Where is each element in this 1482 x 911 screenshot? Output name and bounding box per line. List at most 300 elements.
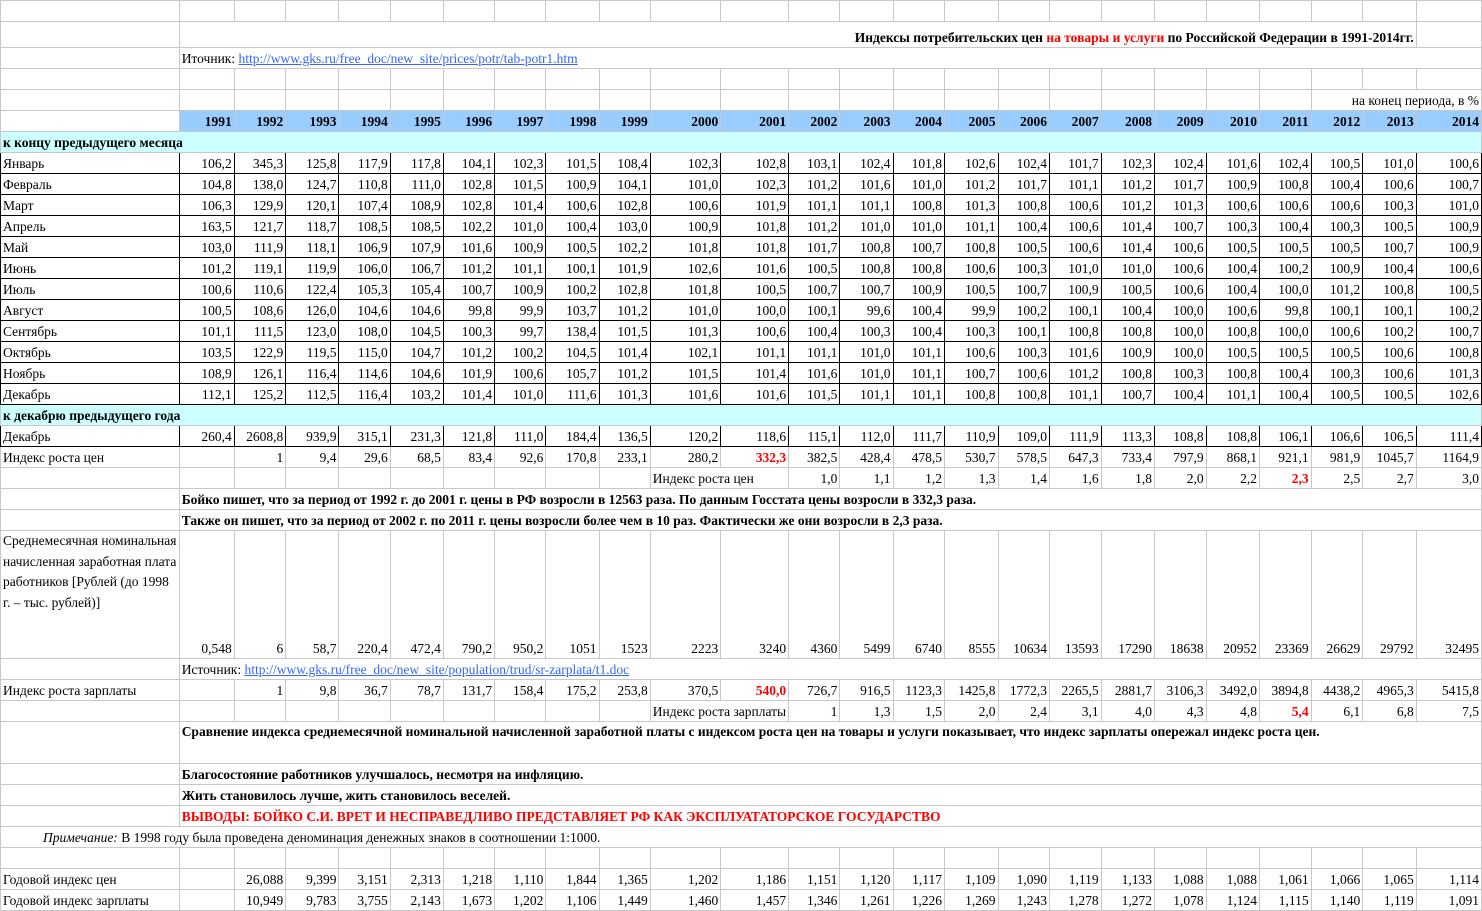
empty-cell[interactable] — [390, 848, 443, 869]
month-value[interactable]: 101,4 — [721, 363, 789, 384]
month-value[interactable]: 101,2 — [179, 258, 234, 279]
empty-cell[interactable] — [721, 848, 789, 869]
dec_year-value[interactable]: 108,8 — [1206, 426, 1259, 447]
month-value[interactable]: 100,2 — [998, 300, 1050, 321]
month-value[interactable]: 101,0 — [840, 363, 893, 384]
month-value[interactable]: 124,7 — [286, 174, 339, 195]
month-value[interactable]: 100,5 — [721, 279, 789, 300]
month-value[interactable]: 117,8 — [390, 153, 443, 174]
month-value[interactable]: 101,6 — [443, 237, 494, 258]
salary-label[interactable]: Среднемесячная номинальная начисленная заработная плата работников [Рублей (до 1998 г. – тыс. рублей)] — [1, 531, 180, 659]
salary-index2-value[interactable]: 1,5 — [893, 701, 945, 722]
empty-cell[interactable] — [1416, 69, 1481, 90]
month-value[interactable]: 100,9 — [1416, 216, 1481, 237]
month-value[interactable]: 100,0 — [1155, 342, 1207, 363]
month-value[interactable]: 100,5 — [179, 300, 234, 321]
empty-cell[interactable] — [650, 848, 720, 869]
salary-index2-label[interactable]: Индекс роста зарплаты — [650, 701, 788, 722]
empty-cell[interactable] — [1311, 848, 1363, 869]
month-value[interactable]: 100,4 — [893, 321, 945, 342]
month-value[interactable]: 100,6 — [1050, 216, 1102, 237]
price-index2-value[interactable]: 2,5 — [1311, 468, 1363, 489]
annual_price-value[interactable]: 1,120 — [840, 869, 893, 890]
month-value[interactable]: 102,2 — [443, 216, 494, 237]
month-value[interactable]: 108,5 — [390, 216, 443, 237]
annual_price-value[interactable]: 1,088 — [1155, 869, 1207, 890]
month-value[interactable]: 100,9 — [1311, 258, 1363, 279]
empty-cell[interactable] — [443, 468, 494, 489]
year-header[interactable]: 1999 — [599, 111, 650, 132]
month-value[interactable]: 104,6 — [390, 363, 443, 384]
dec_year-value[interactable]: 136,5 — [599, 426, 650, 447]
month-value[interactable]: 106,0 — [339, 258, 390, 279]
month-value[interactable]: 100,6 — [650, 195, 720, 216]
annual_price-value[interactable]: 1,365 — [599, 869, 650, 890]
month-value[interactable]: 101,5 — [495, 174, 546, 195]
salary_index-value[interactable]: 1425,8 — [945, 680, 998, 701]
salary_index-value[interactable]: 2265,5 — [1050, 680, 1102, 701]
month-value[interactable]: 100,8 — [1206, 321, 1259, 342]
year-header[interactable]: 2010 — [1206, 111, 1259, 132]
month-value[interactable]: 101,2 — [945, 174, 998, 195]
empty-cell[interactable] — [234, 69, 286, 90]
price_index-value[interactable]: 280,2 — [650, 447, 720, 468]
annual_price-value[interactable]: 1,218 — [443, 869, 494, 890]
year-header[interactable]: 2003 — [840, 111, 893, 132]
month-value[interactable]: 100,3 — [1155, 363, 1207, 384]
salary-value[interactable]: 950,2 — [495, 531, 546, 659]
annual_price-value[interactable]: 1,088 — [1206, 869, 1259, 890]
price_index-value[interactable]: 530,7 — [945, 447, 998, 468]
month-value[interactable]: 99,9 — [945, 300, 998, 321]
month-value[interactable]: 123,0 — [286, 321, 339, 342]
empty-cell[interactable] — [495, 848, 546, 869]
month-value[interactable]: 111,5 — [234, 321, 286, 342]
annual_salary-value[interactable] — [179, 890, 234, 911]
month-value[interactable]: 103,5 — [179, 342, 234, 363]
month-value[interactable]: 101,5 — [650, 363, 720, 384]
month-value[interactable]: 100,7 — [998, 279, 1050, 300]
salary-index2-value[interactable]: 3,1 — [1050, 701, 1102, 722]
section-month[interactable]: к концу предыдущего месяца — [1, 132, 1482, 153]
price_index-value[interactable]: 478,5 — [893, 447, 945, 468]
empty-cell[interactable] — [1363, 69, 1417, 90]
empty-cell[interactable] — [893, 1, 945, 22]
salary_index-value[interactable] — [179, 680, 234, 701]
annual_price-value[interactable]: 1,114 — [1416, 869, 1481, 890]
month-value[interactable]: 101,1 — [945, 216, 998, 237]
salary-value[interactable]: 20952 — [1206, 531, 1259, 659]
salary_index-value[interactable]: 3894,8 — [1260, 680, 1312, 701]
price_index-label[interactable]: Индекс роста цен — [1, 447, 180, 468]
month-label[interactable]: Сентябрь — [1, 321, 180, 342]
dec_year-value[interactable]: 260,4 — [179, 426, 234, 447]
month-value[interactable]: 100,1 — [1363, 300, 1417, 321]
month-value[interactable]: 119,5 — [286, 342, 339, 363]
year-header[interactable]: 2007 — [1050, 111, 1102, 132]
month-value[interactable]: 100,9 — [893, 279, 945, 300]
empty-cell[interactable] — [390, 1, 443, 22]
empty-cell[interactable] — [339, 468, 390, 489]
month-value[interactable]: 100,3 — [945, 321, 998, 342]
month-value[interactable]: 100,1 — [998, 321, 1050, 342]
empty-cell[interactable] — [1, 764, 180, 785]
annual_price-value[interactable]: 1,202 — [650, 869, 720, 890]
salary-value[interactable]: 32495 — [1416, 531, 1481, 659]
annual_salary-value[interactable]: 3,755 — [339, 890, 390, 911]
salary-value[interactable]: 6740 — [893, 531, 945, 659]
month-value[interactable]: 101,0 — [840, 342, 893, 363]
month-value[interactable]: 108,0 — [339, 321, 390, 342]
month-value[interactable]: 100,8 — [998, 195, 1050, 216]
month-value[interactable]: 100,9 — [495, 237, 546, 258]
year-header[interactable]: 1996 — [443, 111, 494, 132]
month-value[interactable]: 101,2 — [599, 300, 650, 321]
price_index-value[interactable]: 578,5 — [998, 447, 1050, 468]
empty-cell[interactable] — [945, 69, 998, 90]
empty-cell[interactable] — [495, 1, 546, 22]
month-value[interactable]: 100,4 — [998, 216, 1050, 237]
month-value[interactable]: 102,8 — [443, 195, 494, 216]
month-value[interactable]: 345,3 — [234, 153, 286, 174]
month-value[interactable]: 101,4 — [1101, 237, 1154, 258]
month-value[interactable]: 102,3 — [650, 153, 720, 174]
dec_year-value[interactable]: 106,1 — [1260, 426, 1312, 447]
month-value[interactable]: 101,7 — [789, 237, 840, 258]
empty-cell[interactable] — [1050, 90, 1102, 111]
year-header[interactable]: 1997 — [495, 111, 546, 132]
annual_salary-value[interactable]: 1,460 — [650, 890, 720, 911]
month-value[interactable]: 101,1 — [840, 384, 893, 405]
month-value[interactable]: 100,8 — [893, 195, 945, 216]
month-value[interactable]: 105,3 — [339, 279, 390, 300]
annual_salary-value[interactable]: 1,078 — [1155, 890, 1207, 911]
salary_index-value[interactable]: 131,7 — [443, 680, 494, 701]
month-value[interactable]: 100,5 — [1311, 342, 1363, 363]
month-value[interactable]: 100,9 — [1101, 342, 1154, 363]
empty-cell[interactable] — [1155, 90, 1207, 111]
empty-cell[interactable] — [1, 806, 180, 827]
empty-cell[interactable] — [1, 659, 180, 680]
empty-cell[interactable] — [1101, 848, 1154, 869]
annual_salary-value[interactable]: 1,226 — [893, 890, 945, 911]
empty-cell[interactable] — [390, 468, 443, 489]
month-label[interactable]: Декабрь — [1, 384, 180, 405]
month-value[interactable]: 100,8 — [1363, 279, 1417, 300]
month-value[interactable]: 101,0 — [893, 174, 945, 195]
price_index-value[interactable]: 170,8 — [546, 447, 599, 468]
month-value[interactable]: 101,0 — [1050, 258, 1102, 279]
month-value[interactable]: 103,0 — [179, 237, 234, 258]
month-value[interactable]: 108,6 — [234, 300, 286, 321]
empty-cell[interactable] — [179, 90, 234, 111]
empty-cell[interactable] — [286, 468, 339, 489]
month-value[interactable]: 100,7 — [1101, 384, 1154, 405]
salary_index-value[interactable]: 253,8 — [599, 680, 650, 701]
annual_salary-value[interactable]: 1,124 — [1206, 890, 1259, 911]
month-value[interactable]: 100,5 — [998, 237, 1050, 258]
source-cell[interactable] — [179, 48, 1481, 69]
price-index2-value[interactable]: 1,3 — [945, 468, 998, 489]
year-header[interactable]: 1995 — [390, 111, 443, 132]
month-value[interactable]: 100,6 — [1155, 258, 1207, 279]
month-value[interactable]: 102,4 — [998, 153, 1050, 174]
month-value[interactable]: 108,4 — [599, 153, 650, 174]
empty-cell[interactable] — [1260, 1, 1312, 22]
month-value[interactable]: 111,6 — [546, 384, 599, 405]
month-label[interactable]: Март — [1, 195, 180, 216]
month-value[interactable]: 100,6 — [495, 363, 546, 384]
note-5[interactable]: Жить становилось лучше, жить становилось веселей. — [179, 785, 1481, 806]
empty-cell[interactable] — [1050, 69, 1102, 90]
month-value[interactable]: 101,1 — [1050, 384, 1102, 405]
month-value[interactable]: 100,5 — [1206, 237, 1259, 258]
salary_index-value[interactable]: 540,0 — [721, 680, 789, 701]
month-value[interactable]: 100,6 — [546, 195, 599, 216]
price_index-value[interactable]: 1164,9 — [1416, 447, 1481, 468]
annual_price-value[interactable]: 3,151 — [339, 869, 390, 890]
empty-cell[interactable] — [998, 90, 1050, 111]
month-value[interactable]: 100,9 — [495, 279, 546, 300]
month-value[interactable]: 104,6 — [339, 300, 390, 321]
month-value[interactable]: 103,2 — [390, 384, 443, 405]
month-value[interactable]: 105,4 — [390, 279, 443, 300]
month-value[interactable]: 100,8 — [945, 384, 998, 405]
month-value[interactable]: 111,0 — [390, 174, 443, 195]
month-value[interactable]: 106,9 — [339, 237, 390, 258]
empty-cell[interactable] — [650, 90, 720, 111]
remark-cell[interactable] — [1, 827, 1482, 848]
empty-cell[interactable] — [286, 701, 339, 722]
salary_index-value[interactable]: 4438,2 — [1311, 680, 1363, 701]
month-value[interactable]: 100,3 — [998, 342, 1050, 363]
month-value[interactable]: 100,0 — [1155, 300, 1207, 321]
salary-index2-value[interactable]: 1 — [789, 701, 840, 722]
annual_salary-value[interactable]: 1,272 — [1101, 890, 1154, 911]
month-value[interactable]: 100,6 — [179, 279, 234, 300]
month-value[interactable]: 100,5 — [1416, 279, 1481, 300]
month-value[interactable]: 101,8 — [650, 237, 720, 258]
price_index-value[interactable]: 92,6 — [495, 447, 546, 468]
salary-index2-value[interactable]: 1,3 — [840, 701, 893, 722]
price-index2-value[interactable]: 1,8 — [1101, 468, 1154, 489]
month-value[interactable]: 126,0 — [286, 300, 339, 321]
empty-cell[interactable] — [234, 1, 286, 22]
source2-link[interactable]: http://www.gks.ru/free_doc/new_site/population/trud/sr-zarplata/t1.doc — [244, 662, 630, 677]
dec_year-value[interactable]: 112,0 — [840, 426, 893, 447]
empty-cell[interactable] — [1206, 1, 1259, 22]
empty-cell[interactable] — [721, 1, 789, 22]
empty-cell[interactable] — [840, 848, 893, 869]
month-value[interactable]: 99,8 — [443, 300, 494, 321]
month-value[interactable]: 100,5 — [1363, 384, 1417, 405]
price_index-value[interactable]: 647,3 — [1050, 447, 1102, 468]
empty-cell[interactable] — [1101, 1, 1154, 22]
month-value[interactable]: 101,5 — [546, 153, 599, 174]
month-value[interactable]: 101,1 — [893, 384, 945, 405]
month-value[interactable]: 116,4 — [339, 384, 390, 405]
year-header[interactable]: 2006 — [998, 111, 1050, 132]
empty-cell[interactable] — [495, 468, 546, 489]
month-value[interactable]: 101,9 — [599, 258, 650, 279]
empty-cell[interactable] — [721, 69, 789, 90]
empty-cell[interactable] — [546, 1, 599, 22]
empty-cell[interactable] — [390, 69, 443, 90]
month-value[interactable]: 100,0 — [721, 300, 789, 321]
month-value[interactable]: 100,4 — [1260, 363, 1312, 384]
empty-cell[interactable] — [495, 69, 546, 90]
dec_year-value[interactable]: 113,3 — [1101, 426, 1154, 447]
note-6[interactable]: ВЫВОДЫ: БОЙКО С.И. ВРЕТ И НЕСПРАВЕДЛИВО ПРЕДСТАВЛЯЕТ РФ КАК ЭКСПЛУАТАТОРСКОЕ ГОСУДАРСТВО — [179, 806, 1481, 827]
month-value[interactable]: 101,1 — [789, 342, 840, 363]
salary_index-value[interactable]: 3106,3 — [1155, 680, 1207, 701]
empty-cell[interactable] — [339, 848, 390, 869]
month-value[interactable]: 100,8 — [1260, 174, 1312, 195]
month-value[interactable]: 100,4 — [1363, 258, 1417, 279]
annual_salary-value[interactable]: 2,143 — [390, 890, 443, 911]
month-value[interactable]: 100,1 — [1050, 300, 1102, 321]
price_index-value[interactable]: 68,5 — [390, 447, 443, 468]
month-value[interactable]: 100,8 — [1101, 363, 1154, 384]
annual_salary-value[interactable]: 1,673 — [443, 890, 494, 911]
salary-index2-value[interactable]: 2,0 — [945, 701, 998, 722]
salary-value[interactable]: 0,548 — [179, 531, 234, 659]
salary-value[interactable]: 26629 — [1311, 531, 1363, 659]
month-value[interactable]: 101,1 — [1206, 384, 1259, 405]
month-value[interactable]: 101,1 — [893, 342, 945, 363]
month-label[interactable]: Август — [1, 300, 180, 321]
month-value[interactable]: 100,5 — [1260, 342, 1312, 363]
dec_year-value[interactable]: 939,9 — [286, 426, 339, 447]
month-value[interactable]: 99,6 — [840, 300, 893, 321]
dec_year-value[interactable]: 231,3 — [390, 426, 443, 447]
month-value[interactable]: 100,6 — [945, 342, 998, 363]
month-value[interactable]: 121,7 — [234, 216, 286, 237]
month-value[interactable]: 101,3 — [945, 195, 998, 216]
month-value[interactable]: 100,4 — [1260, 216, 1312, 237]
dec_year-value[interactable]: 118,6 — [721, 426, 789, 447]
empty-cell[interactable] — [599, 701, 650, 722]
month-value[interactable]: 100,0 — [1260, 321, 1312, 342]
month-value[interactable]: 102,4 — [1155, 153, 1207, 174]
month-value[interactable]: 101,4 — [443, 384, 494, 405]
empty-cell[interactable] — [339, 69, 390, 90]
salary-value[interactable]: 220,4 — [339, 531, 390, 659]
month-value[interactable]: 100,3 — [1311, 216, 1363, 237]
month-value[interactable]: 105,7 — [546, 363, 599, 384]
annual_price-value[interactable]: 1,061 — [1260, 869, 1312, 890]
month-value[interactable]: 101,0 — [893, 216, 945, 237]
year-header[interactable]: 1993 — [286, 111, 339, 132]
empty-cell[interactable] — [1260, 90, 1312, 111]
empty-cell[interactable] — [390, 90, 443, 111]
salary_index-value[interactable]: 4965,3 — [1363, 680, 1417, 701]
source2-cell[interactable] — [179, 659, 1481, 680]
month-value[interactable]: 101,1 — [1050, 174, 1102, 195]
month-value[interactable]: 100,6 — [1363, 174, 1417, 195]
annual_salary-value[interactable]: 1,119 — [1363, 890, 1417, 911]
empty-cell[interactable] — [1, 22, 180, 48]
empty-cell[interactable] — [1, 1, 180, 22]
month-value[interactable]: 108,9 — [179, 363, 234, 384]
month-value[interactable]: 101,2 — [1311, 279, 1363, 300]
empty-cell[interactable] — [945, 90, 998, 111]
salary-value[interactable]: 472,4 — [390, 531, 443, 659]
price_index-value[interactable]: 382,5 — [789, 447, 840, 468]
month-value[interactable]: 100,3 — [998, 258, 1050, 279]
salary-index2-value[interactable]: 4,0 — [1101, 701, 1154, 722]
month-value[interactable]: 106,2 — [179, 153, 234, 174]
month-value[interactable]: 100,7 — [1363, 237, 1417, 258]
month-value[interactable]: 100,6 — [1363, 363, 1417, 384]
month-value[interactable]: 102,6 — [650, 258, 720, 279]
empty-cell[interactable] — [1363, 1, 1417, 22]
salary_index-value[interactable]: 78,7 — [390, 680, 443, 701]
month-value[interactable]: 102,1 — [650, 342, 720, 363]
salary_index-value[interactable]: 2881,7 — [1101, 680, 1154, 701]
month-value[interactable]: 100,7 — [1155, 216, 1207, 237]
empty-cell[interactable] — [443, 69, 494, 90]
month-value[interactable]: 99,9 — [495, 300, 546, 321]
month-value[interactable]: 100,2 — [1363, 321, 1417, 342]
empty-cell[interactable] — [1, 111, 180, 132]
annual_price-value[interactable]: 1,090 — [998, 869, 1050, 890]
salary_index-value[interactable]: 726,7 — [789, 680, 840, 701]
annual_salary-value[interactable]: 1,269 — [945, 890, 998, 911]
year-header[interactable]: 1994 — [339, 111, 390, 132]
salary-value[interactable]: 4360 — [789, 531, 840, 659]
month-value[interactable]: 100,7 — [945, 363, 998, 384]
month-value[interactable]: 102,8 — [721, 153, 789, 174]
empty-cell[interactable] — [599, 848, 650, 869]
month-value[interactable]: 100,5 — [1363, 216, 1417, 237]
month-value[interactable]: 138,0 — [234, 174, 286, 195]
month-value[interactable]: 101,2 — [789, 174, 840, 195]
month-value[interactable]: 100,6 — [1311, 321, 1363, 342]
empty-cell[interactable] — [599, 69, 650, 90]
salary-value[interactable]: 17290 — [1101, 531, 1154, 659]
month-value[interactable]: 100,8 — [840, 237, 893, 258]
month-value[interactable]: 100,5 — [1101, 279, 1154, 300]
month-label[interactable]: Апрель — [1, 216, 180, 237]
price-index2-value[interactable]: 2,2 — [1206, 468, 1259, 489]
annual_price-label[interactable]: Годовой индекс цен — [1, 869, 180, 890]
salary_index-value[interactable]: 3492,0 — [1206, 680, 1259, 701]
month-value[interactable]: 101,1 — [495, 258, 546, 279]
month-value[interactable]: 104,8 — [179, 174, 234, 195]
empty-cell[interactable] — [339, 90, 390, 111]
month-value[interactable]: 119,1 — [234, 258, 286, 279]
empty-cell[interactable] — [998, 848, 1050, 869]
empty-cell[interactable] — [179, 69, 234, 90]
annual_price-value[interactable]: 1,133 — [1101, 869, 1154, 890]
price-index2-value[interactable]: 2,0 — [1155, 468, 1207, 489]
empty-cell[interactable] — [286, 90, 339, 111]
dec_year-label[interactable]: Декабрь — [1, 426, 180, 447]
month-value[interactable]: 100,4 — [789, 321, 840, 342]
month-label[interactable]: Февраль — [1, 174, 180, 195]
month-value[interactable]: 100,5 — [1311, 237, 1363, 258]
empty-cell[interactable] — [443, 90, 494, 111]
empty-cell[interactable] — [893, 69, 945, 90]
month-value[interactable]: 122,9 — [234, 342, 286, 363]
month-value[interactable]: 101,0 — [1416, 195, 1481, 216]
annual_price-value[interactable]: 2,313 — [390, 869, 443, 890]
dec_year-value[interactable]: 121,8 — [443, 426, 494, 447]
month-value[interactable]: 102,6 — [1416, 384, 1481, 405]
month-value[interactable]: 104,6 — [390, 300, 443, 321]
price_index-value[interactable]: 981,9 — [1311, 447, 1363, 468]
